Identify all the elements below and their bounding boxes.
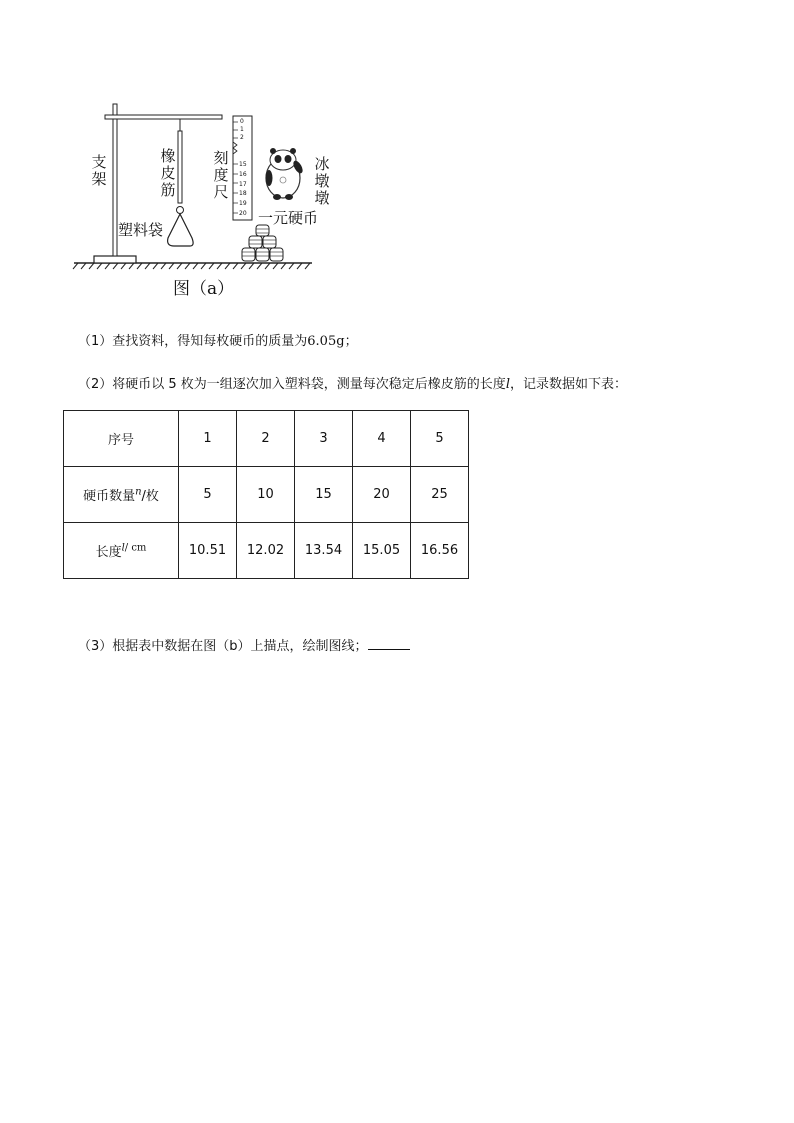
coin-count-cell: 5: [179, 467, 237, 523]
length-variable: l: [505, 377, 510, 392]
label-coins: 一元硬币: [258, 209, 319, 227]
coin-count-variable: n: [135, 486, 142, 498]
index-cell: 1: [179, 411, 237, 467]
question-1-text: （1）查找资料，得知每枚硬币的质量为: [78, 334, 308, 349]
question-1: [78, 330, 358, 349]
ruler-tick: 19: [239, 200, 247, 208]
coin-count-cell: 25: [411, 467, 469, 523]
table-row: [64, 523, 469, 579]
ruler-tick: 1: [240, 126, 244, 133]
question-2: [78, 373, 627, 392]
question-3: [78, 635, 410, 654]
ruler-tick: 20: [239, 209, 247, 217]
ruler-ticks-bottom: [239, 160, 247, 219]
coin-count-cell: 10: [237, 467, 295, 523]
question-2-tail: ，记录数据如下表：: [509, 377, 627, 392]
length-label: 长度: [95, 545, 122, 560]
length-cell: 13.54: [295, 523, 353, 579]
label-rubber-band: 橡皮筋: [160, 147, 176, 199]
length-row-variable: l: [121, 542, 125, 554]
answer-blank[interactable]: [368, 637, 410, 650]
index-cell: 2: [237, 411, 295, 467]
ruler-tick: 16: [239, 170, 247, 178]
ruler-tick: 15: [239, 161, 247, 168]
coin-count-cell: 20: [353, 467, 411, 523]
label-ruler: 刻度尺: [213, 149, 229, 201]
length-cell: 15.05: [353, 523, 411, 579]
index-cell: 4: [353, 411, 411, 467]
header-label-cell: 序号: [64, 411, 179, 467]
question-1-tail: ；: [344, 334, 358, 349]
coin-count-cell: 15: [295, 467, 353, 523]
coin-mass-value: 6.05g: [307, 334, 345, 349]
length-unit: / cm: [124, 542, 147, 554]
ruler-ticks-top: [240, 118, 244, 142]
index-cell: 3: [295, 411, 353, 467]
table-row: [64, 467, 469, 523]
apparatus-figure: [70, 98, 330, 298]
length-cell: 10.51: [179, 523, 237, 579]
ruler-tick: 18: [239, 190, 247, 198]
coin-count-unit: /枚: [141, 489, 159, 504]
coin-stack: [242, 225, 283, 261]
index-cell: 5: [411, 411, 469, 467]
apparatus-drawing: [70, 98, 330, 298]
length-cell: 12.02: [237, 523, 295, 579]
label-bag: 塑料袋: [118, 221, 164, 239]
length-cell: 16.56: [411, 523, 469, 579]
table-row: [64, 411, 469, 467]
label-stand: 支架: [91, 153, 107, 188]
ruler-tick: 0: [240, 118, 244, 125]
coin-count-label: 硬币数量: [83, 489, 136, 504]
label-mascot: 冰墩墩: [314, 155, 330, 207]
question-3-text: （3）根据表中数据在图（b）上描点，绘制图线；: [78, 639, 368, 654]
ruler-tick: 2: [240, 134, 244, 141]
question-2-text: （2）将硬币以 5 枚为一组逐次加入塑料袋，测量每次稳定后橡皮筋的长度: [78, 377, 506, 392]
mascot-icon: [266, 148, 305, 200]
coin-count-label-cell: [64, 467, 179, 523]
figure-caption: 图（a）: [173, 279, 235, 299]
ruler-tick: 17: [239, 180, 247, 188]
data-table: [63, 410, 469, 579]
length-label-cell: [64, 523, 179, 579]
